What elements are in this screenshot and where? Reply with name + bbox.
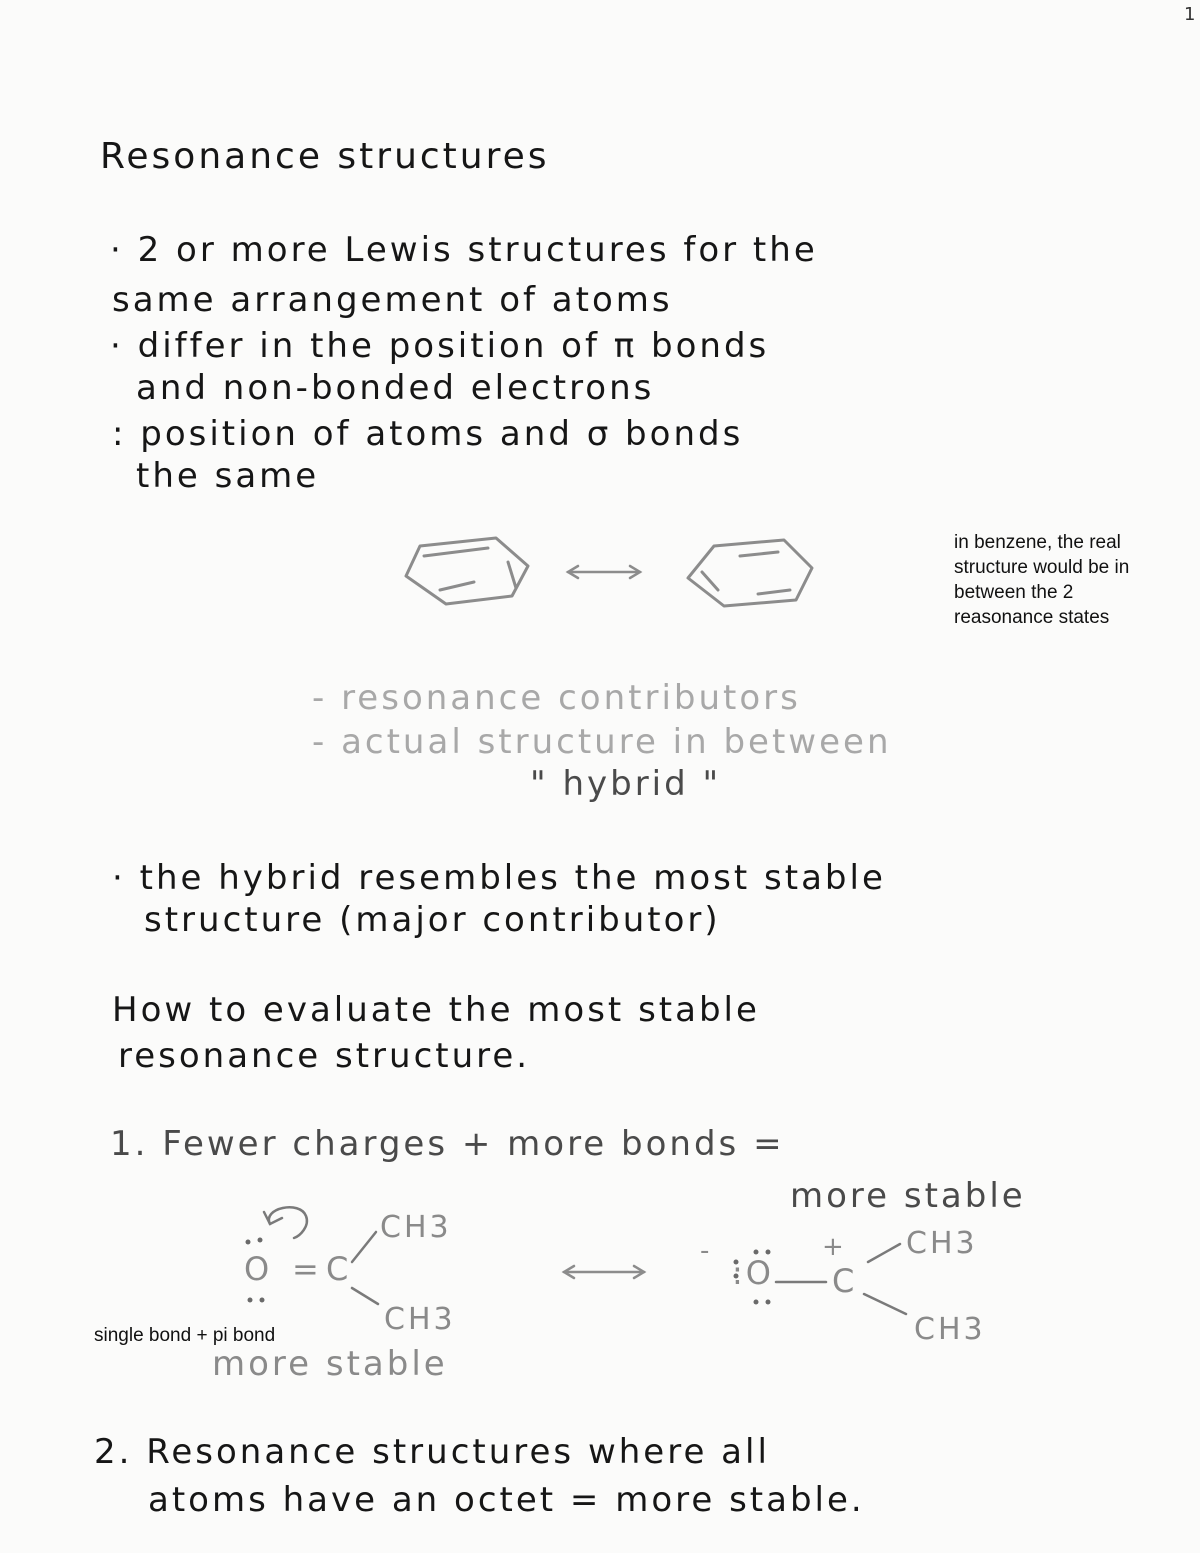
hybrid-bullet: · the hybrid resembles the most stable <box>112 858 886 898</box>
rule-2: 2. Resonance structures where all <box>94 1432 770 1472</box>
left-stability-caption: more stable <box>212 1344 448 1384</box>
bullet-3-cont: the same <box>136 456 320 496</box>
right-bond-bottom <box>864 1294 906 1314</box>
benzene-note-line: in benzene, the real <box>954 532 1121 553</box>
left-oxygen: O <box>244 1250 273 1288</box>
rule-1-result: more stable <box>790 1176 1026 1216</box>
right-carbon: C <box>832 1262 858 1300</box>
page-number: 1 <box>1184 4 1196 25</box>
page-title: Resonance structures <box>100 136 550 177</box>
contributors-line-1: - resonance contributors <box>312 678 801 718</box>
rule-2-cont: atoms have an octet = more stable. <box>148 1480 865 1520</box>
positive-charge: + <box>822 1232 847 1262</box>
rule-1: 1. Fewer charges + more bonds = <box>110 1124 785 1164</box>
benzene-note-line: structure would be in <box>954 557 1130 578</box>
right-methyl-bottom: CH3 <box>914 1312 986 1347</box>
left-carbon: C <box>326 1250 352 1288</box>
bullet-3: : position of atoms and σ bonds <box>112 414 744 454</box>
left-methyl-top: CH3 <box>380 1210 452 1245</box>
left-bond-top <box>352 1232 376 1262</box>
benzene-note-line: between the 2 <box>954 582 1074 603</box>
right-methyl-top: CH3 <box>906 1226 978 1261</box>
bullet-2-cont: and non-bonded electrons <box>136 368 655 408</box>
left-methyl-bottom: CH3 <box>384 1302 456 1337</box>
evaluate-heading: How to evaluate the most stable <box>112 990 760 1030</box>
bullet-1: · 2 or more Lewis structures for the <box>110 230 818 270</box>
right-oxygen: :O <box>732 1254 774 1292</box>
negative-charge: - <box>700 1236 713 1266</box>
contributors-line-2: - actual structure in between <box>312 722 892 762</box>
bullet-2: · differ in the position of π bonds <box>110 326 770 366</box>
evaluate-heading-cont: resonance structure. <box>118 1036 531 1076</box>
lone-pair-dots <box>246 1238 771 1305</box>
hybrid-label: " hybrid " <box>530 764 722 804</box>
bond-note: single bond + pi bond <box>94 1325 276 1346</box>
right-bond-top <box>868 1244 900 1262</box>
left-bond-bottom <box>352 1288 378 1304</box>
resonance-arrow-icon <box>564 1266 644 1278</box>
benzene-note-line: reasonance states <box>954 607 1110 628</box>
hybrid-bullet-cont: structure (major contributor) <box>144 900 721 940</box>
left-double-bond: = <box>292 1250 322 1288</box>
bullet-1-cont: same arrangement of atoms <box>112 280 673 320</box>
